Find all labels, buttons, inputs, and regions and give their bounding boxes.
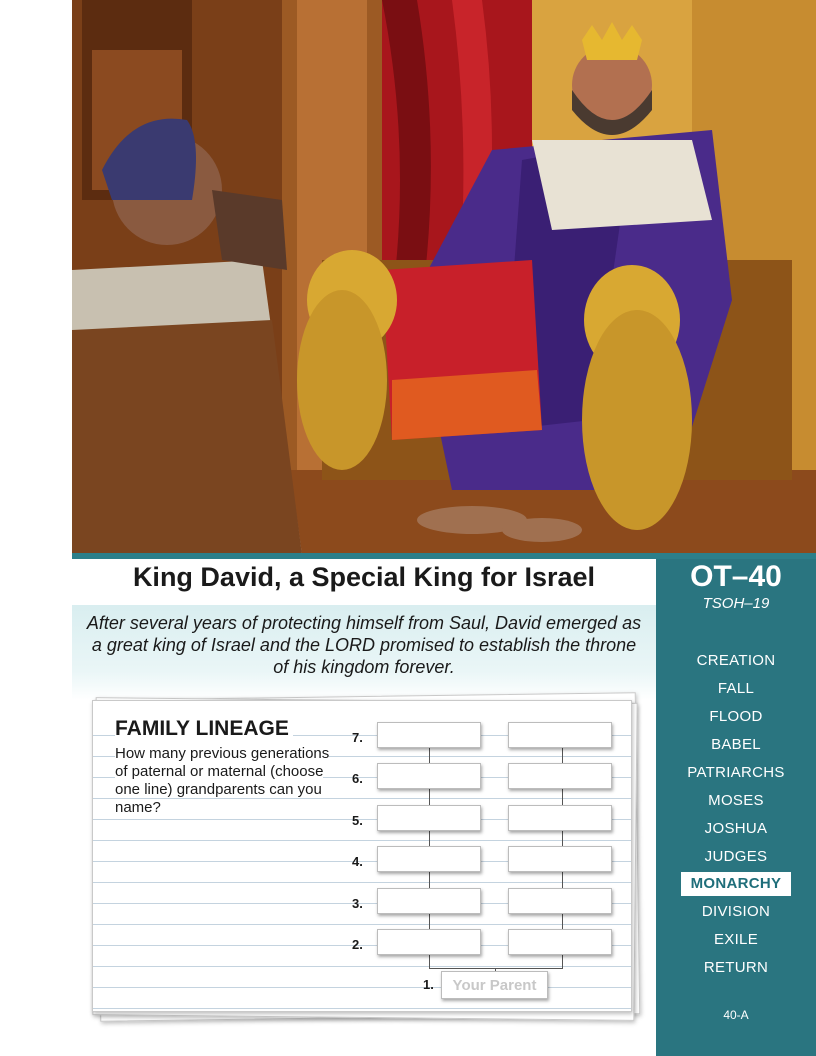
ancestor-box-right-2[interactable] xyxy=(508,929,612,955)
your-parent-box[interactable]: Your Parent xyxy=(441,971,548,999)
ancestor-box-right-7[interactable] xyxy=(508,722,612,748)
lesson-code: OT–40 xyxy=(690,560,782,593)
era-fall: FALL xyxy=(717,680,755,697)
era-babel: BABEL xyxy=(711,736,761,753)
page-title: King David, a Special King for Israel xyxy=(132,562,596,592)
family-lineage-heading: FAMILY LINEAGE xyxy=(115,717,293,741)
generation-label-5: 5. xyxy=(352,813,363,828)
generation-label-7: 7. xyxy=(352,730,363,745)
parent-connector xyxy=(429,968,563,969)
ancestor-box-right-5[interactable] xyxy=(508,805,612,831)
ancestor-box-left-5[interactable] xyxy=(377,805,481,831)
generation-label-1: 1. xyxy=(423,977,434,992)
era-exile: EXILE xyxy=(713,931,759,948)
era-moses: MOSES xyxy=(708,792,764,809)
generation-label-4: 4. xyxy=(352,854,363,869)
era-division: DIVISION xyxy=(701,903,771,920)
generation-label-6: 6. xyxy=(352,771,363,786)
parent-connector-right xyxy=(562,954,563,969)
lesson-subcode: TSOH–19 xyxy=(702,595,770,612)
ancestor-box-right-3[interactable] xyxy=(508,888,612,914)
era-creation: CREATION xyxy=(696,652,776,669)
era-judges: JUDGES xyxy=(704,848,768,865)
era-patriarchs: PATRIARCHS xyxy=(687,764,785,781)
king-david-illustration xyxy=(72,0,816,555)
ancestor-box-left-3[interactable] xyxy=(377,888,481,914)
ancestor-box-right-6[interactable] xyxy=(508,763,612,789)
era-return: RETURN xyxy=(703,959,769,976)
era-joshua: JOSHUA xyxy=(704,820,768,837)
family-lineage-question: How many previous generations of paternal or maternal (choose one line) grandparents can you name? xyxy=(115,745,330,816)
lesson-description: After several years of protecting himself from Saul, David emerged as a great king of Israel and the LORD promised to establish the throne of his kingdom forever. xyxy=(86,613,642,677)
ancestor-box-left-7[interactable] xyxy=(377,722,481,748)
ancestor-box-left-2[interactable] xyxy=(377,929,481,955)
generation-label-3: 3. xyxy=(352,896,363,911)
parent-connector-left xyxy=(429,954,430,969)
era-monarchy-active: MONARCHY xyxy=(681,872,791,896)
throne-scene xyxy=(72,0,816,555)
era-flood: FLOOD xyxy=(709,708,763,725)
ancestor-box-left-4[interactable] xyxy=(377,846,481,872)
generation-label-2: 2. xyxy=(352,937,363,952)
ancestor-box-right-4[interactable] xyxy=(508,846,612,872)
ancestor-box-left-6[interactable] xyxy=(377,763,481,789)
page-number: 40-A xyxy=(723,1008,749,1022)
